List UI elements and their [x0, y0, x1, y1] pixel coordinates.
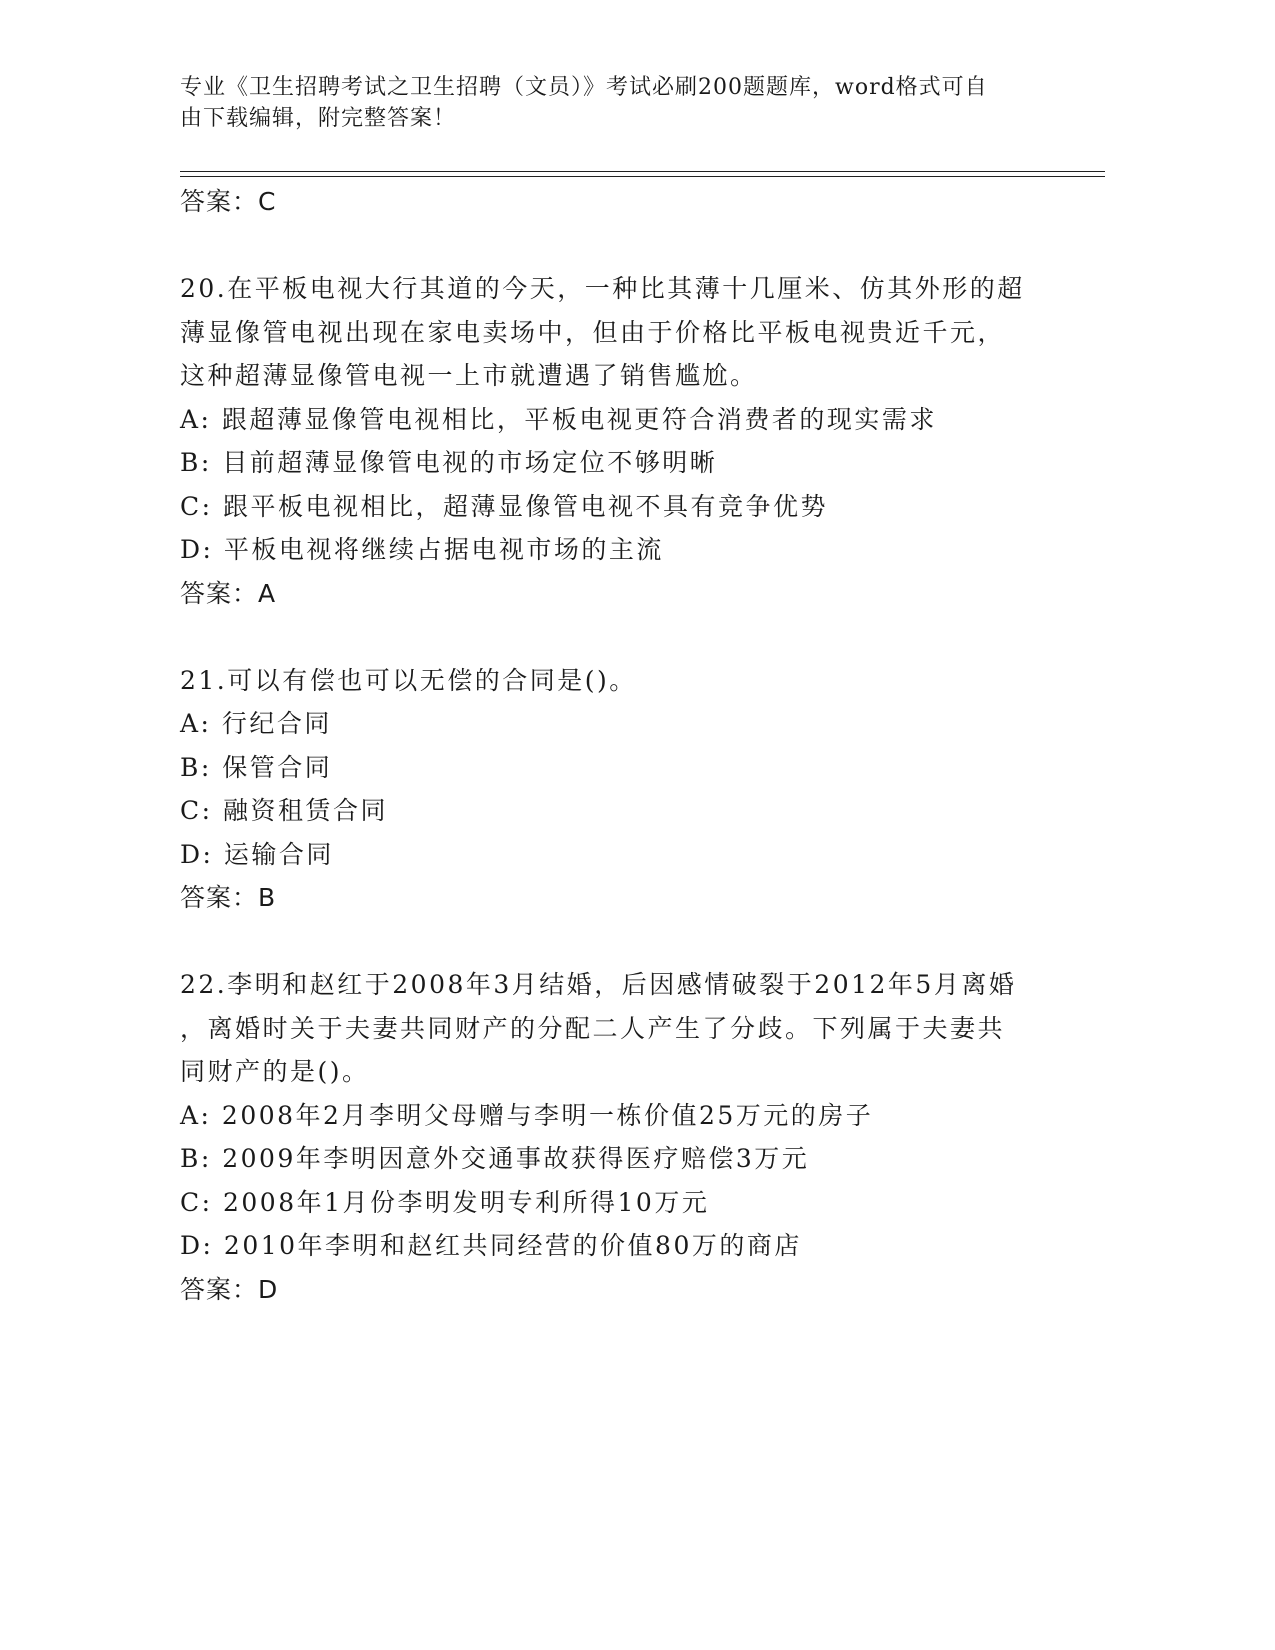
- answer-previous: 答案：C: [180, 187, 277, 216]
- q21-answer: 答案：B: [180, 883, 277, 912]
- q21-option-d: D: 运输合同: [180, 840, 334, 869]
- q21-stem-line-1: 21.可以有偿也可以无偿的合同是()。: [180, 666, 637, 695]
- q22-answer: 答案：D: [180, 1275, 279, 1304]
- q22-stem-line-1: 22.李明和赵红于2008年3月结婚，后因感情破裂于2012年5月离婚: [180, 970, 1017, 999]
- q21-option-c: C: 融资租赁合同: [180, 796, 388, 825]
- q20-stem-line-2: 薄显像管电视出现在家电卖场中，但由于价格比平板电视贵近千元，: [180, 318, 1006, 347]
- q21-option-a: A: 行纪合同: [180, 709, 332, 738]
- header-line-1: 专业《卫生招聘考试之卫生招聘（文员）》考试必刷200题题库，word格式可自: [180, 75, 988, 100]
- q20-stem-line-1: 20.在平板电视大行其道的今天，一种比其薄十几厘米、仿其外形的超: [180, 274, 1025, 303]
- q20-answer: 答案：A: [180, 579, 277, 608]
- q22-option-d: D: 2010年李明和赵红共同经营的价值80万的商店: [180, 1231, 802, 1260]
- q22-option-b: B: 2009年李明因意外交通事故获得医疗赔偿3万元: [180, 1144, 810, 1173]
- q20-option-c: C: 跟平板电视相比，超薄显像管电视不具有竞争优势: [180, 492, 829, 521]
- q21-option-b: B: 保管合同: [180, 753, 333, 782]
- header-rule-top: [180, 171, 1105, 172]
- q20-stem-line-3: 这种超薄显像管电视一上市就遭遇了销售尴尬。: [180, 361, 758, 390]
- header-rule-bottom: [180, 176, 1105, 177]
- q20-option-d: D: 平板电视将继续占据电视市场的主流: [180, 535, 664, 564]
- q22-stem-line-2: ，离婚时关于夫妻共同财产的分配二人产生了分歧。下列属于夫妻共: [180, 1014, 1006, 1043]
- document-header: [180, 72, 1060, 134]
- q22-option-a: A: 2008年2月李明父母赠与李明一栋价值25万元的房子: [180, 1101, 874, 1130]
- q20-option-b: B: 目前超薄显像管电视的市场定位不够明晰: [180, 448, 718, 477]
- q20-option-a: A: 跟超薄显像管电视相比，平板电视更符合消费者的现实需求: [180, 405, 937, 434]
- header-line-2: 由下载编辑，附完整答案！: [180, 106, 457, 131]
- q22-option-c: C: 2008年1月份李明发明专利所得10万元: [180, 1188, 710, 1217]
- q22-stem-line-3: 同财产的是()。: [180, 1057, 370, 1086]
